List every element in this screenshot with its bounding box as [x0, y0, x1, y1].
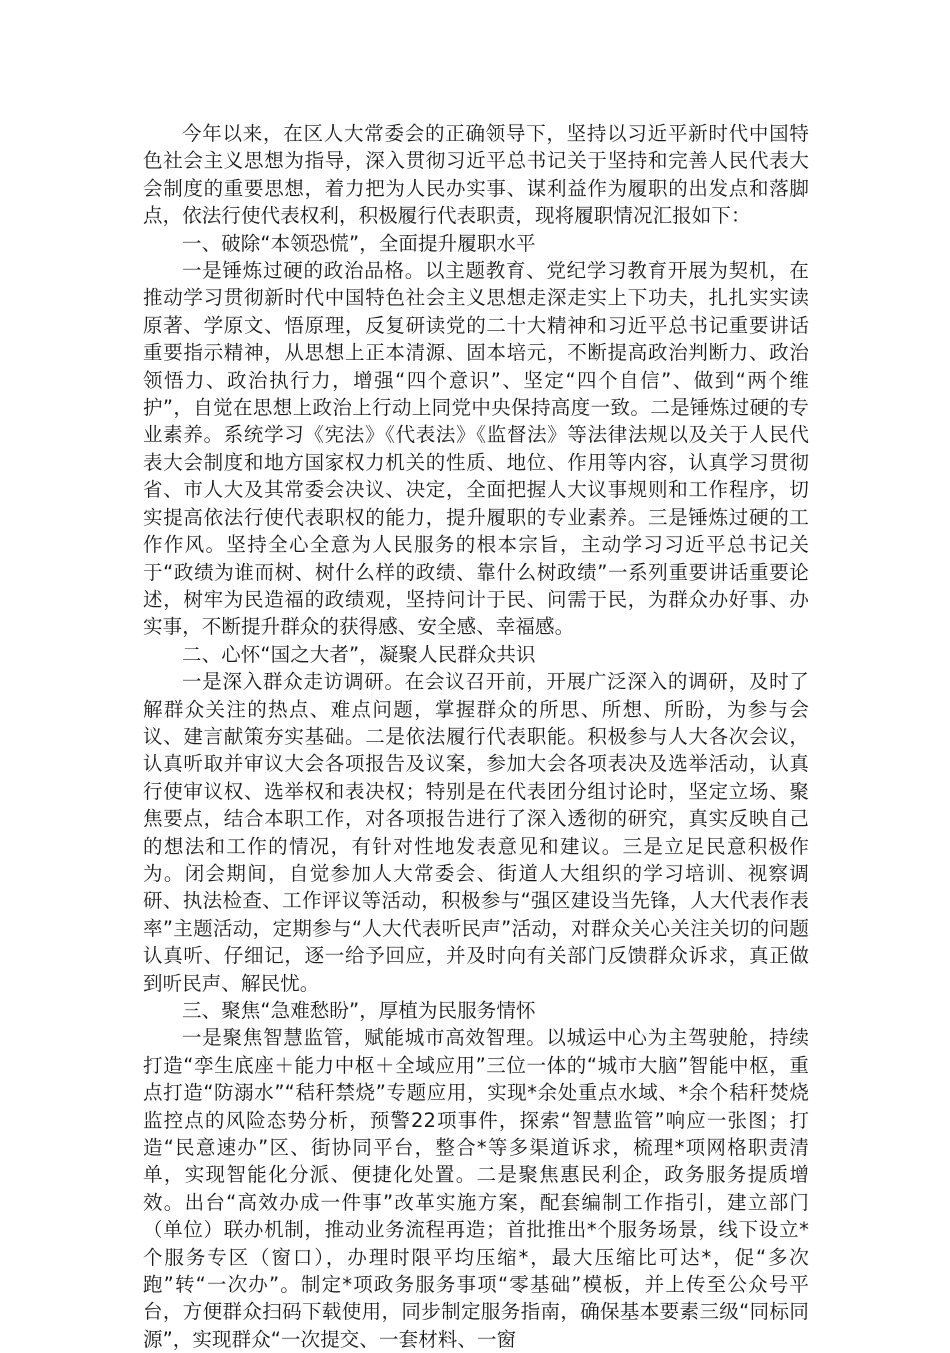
section-body-3: 一是聚焦智慧监管，赋能城市高效智理。以城运中心为主驾驶舱，持续打造“孪生底座＋能力中枢＋全域应用”三位一体的“城市大脑”智能中枢，重点打造“防溺水”“秸秆禁烧”专题应用，实现*余处重点水域、*余个秸秆焚烧监控点的风险态势分析，预警22项事件，探索“智慧监管”响应一张图；打造“民意速办”区、街协同平台，整合*等多渠道诉求，梳理*项网格职责清单，实现智能化分派、便捷化处置。二是聚焦惠民利企，政务服务提质增效。出台“高效办成一件事”改革实施方案，配套编制工作指引，建立部门（单位）联办机制，推动业务流程再造；首批推出*个服务场景，线下设立*个服务专区（窗口），办理时限平均压缩*，最大压缩比可达*，促“多次跑”转“一次办”。制定*项政务服务事项“零基础”模板，并上传至公众号平台，方便群众扫码下载使用，同步制定服务指南，确保基本要素三级“同标同源”，实现群众“一次提交、一套材料、一窗: [143, 1026, 809, 1351]
section-heading-3: 三、聚焦“急难愁盼”，厚植为民服务情怀: [182, 999, 536, 1022]
section-heading-2: 二、心怀“国之大者”，凝聚人民群众共识: [182, 642, 536, 666]
section-body-2: 一是深入群众走访调研。在会议召开前，开展广泛深入的调研，及时了解群众关注的热点、难点问题，掌握群众的所思、所想、所盼，为参与会议、建言献策夯实基础。二是依法履行代表职能。积极参与人大各次会议，认真听取并审议大会各项报告及议案，参加大会各项表决及选举活动，认真行使审议权、选举权和表决权；特别是在代表团分组讨论时，坚定立场、聚焦要点，结合本职工作，对各项报告进行了深入透彻的研究，真实反映自己的想法和工作的情况，有针对性地发表意见和建议。三是立足民意积极作为。闭会期间，自觉参加人大常委会、街道人大组织的学习培训、视察调研、执法检查、工作评议等活动，积极参与“强区建设当先锋，人大代表作表率”主题活动，定期参与“人大代表听民声”活动，对群众关心关注关切的问题认真听、仔细记，逐一给予回应，并及时向有关部门反馈群众诉求，真正做到听民声、解民忧。: [143, 670, 809, 995]
section-heading-1: 一、破除“本领恐慌”，全面提升履职水平: [182, 231, 536, 255]
document-page: [143, 120, 809, 1353]
intro-paragraph: 今年以来，在区人大常委会的正确领导下，坚持以习近平新时代中国特色社会主义思想为指导，深入贯彻习近平总书记关于坚持和完善人民代表大会制度的重要思想，着力把为人民办实事、谋利益作为履职的出发点和落脚点，依法行使代表权利，积极履行代表职责，现将履职情况汇报如下：: [143, 122, 809, 228]
section-body-1: 一是锤炼过硬的政治品格。以主题教育、党纪学习教育开展为契机，在推动学习贯彻新时代中国特色社会主义思想走深走实上下功夫，扎扎实实读原著、学原文、悟原理，反复研读党的二十大精神和习近平总书记重要讲话重要指示精神，从思想上正本清源、固本培元，不断提高政治判断力、政治领悟力、政治执行力，增强“四个意识”、坚定“四个自信”、做到“两个维护”，自觉在思想上政治上行动上同党中央保持高度一致。二是锤炼过硬的专业素养。系统学习《宪法》《代表法》《监督法》等法律法规以及关于人民代表大会制度和地方国家权力机关的性质、地位、作用等内容，认真学习贯彻省、市人大及其常委会决议、决定，全面把握人大议事规则和工作程序，切实提高依法行使代表职权的能力，提升履职的专业素养。三是锤炼过硬的工作作风。坚持全心全意为人民服务的根本宗旨，主动学习习近平总书记关于“政绩为谁而树、树什么样的政绩、靠什么树政绩”一系列重要讲话重要论述，树牢为民造福的政绩观，坚持问计于民、问需于民，为群众办好事、办实事，不断提升群众的获得感、安全感、幸福感。: [143, 259, 809, 639]
